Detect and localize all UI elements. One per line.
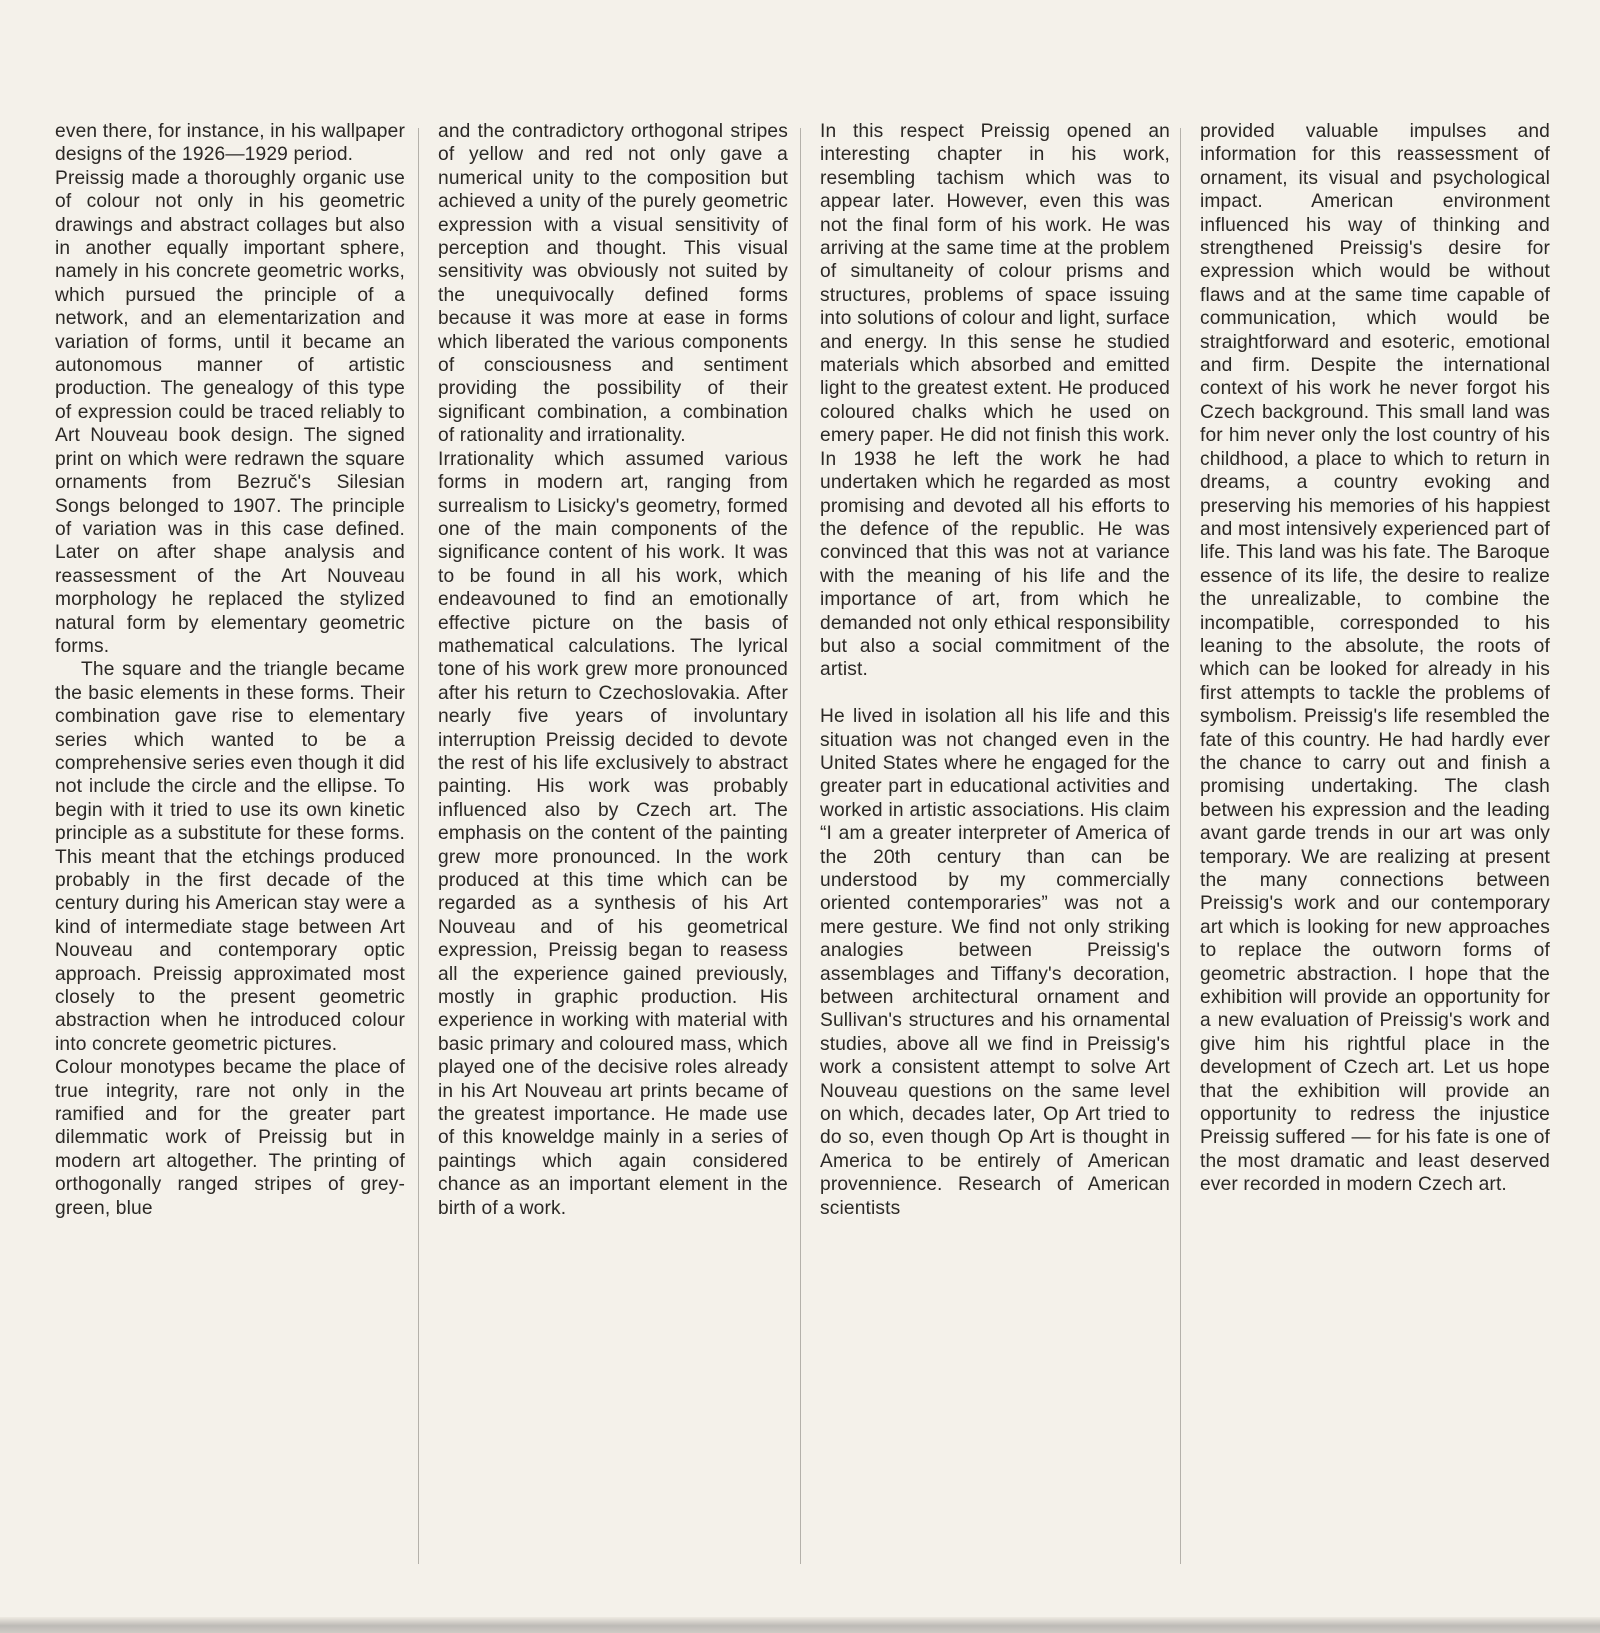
paragraph: even there, for instance, in his wallpaper designs of the 1926—1929 period. <box>55 121 405 166</box>
text-column-2 <box>438 120 788 1570</box>
text-column-3 <box>820 120 1170 1570</box>
paragraph: Preissig made a thoroughly organic use of colour not only in his geometric drawings and abstract collages but also in another equally important sphere, namely in his concrete geometric works, which pursued the principle of a network, and an elementarization and variation of forms, until it became an autonomous manner of artistic production. The genealogy of this type of expression could be traced reliably to Art Nouveau book design. The signed print on which were redrawn the square ornaments from Bezruč's Silesian Songs belonged to 1907. The principle of variation was in this case defined. Later on after shape analysis and reassessment of the Art Nouveau morphology he replaced the stylized natural form by elementary geometric forms. <box>55 167 405 657</box>
paragraph: The square and the triangle became the basic elements in these forms. Their combination gave rise to elementary series which wanted to be a comprehensive series even though it did not include the circle and the ellipse. To begin with it tried to use its own kinetic principle as a substitute for these forms. This meant that the etchings produced probably in the first decade of the century during his American stay were a kind of intermediate stage between Art Nouveau and contemporary optic approach. Preissig approximated most closely to the present geometric abstraction when he introduced colour into concrete geometric pictures. <box>55 659 405 1055</box>
text-column-1 <box>55 120 405 1570</box>
paragraph: and the contradictory orthogonal stripes of yellow and red not only gave a numerical unity to the composition but achieved a unity of the purely geometric expression with a visual sensitivity of perception and thought. This visual sensitivity was obviously not suited by the unequivocally defined forms because it was more at ease in forms which liberated the various components of consciousness and sentiment providing the possibility of their significant combination, a combination of rationality and irrationality. <box>438 121 788 447</box>
text-column-4 <box>1200 120 1550 1570</box>
paragraph: provided valuable impulses and information for this reassessment of ornament, its visual and psychological impact. American environment influenced his way of thinking and strengthened Preissig's desire for expression which would be without flaws and at the same time capable of communication, which would be straightforward and esoteric, emotional and firm. Despite the international context of his work he never forgot his Czech background. This small land was for him never only the lost country of his childhood, a place to which to return in dreams, a country evoking and preserving his memories of his happiest and most intensively experienced part of life. This land was his fate. The Baroque essence of its life, the desire to realize the unrealizable, to combine the incompatible, corresponded to his leaning to the absolute, the roots of which can be looked for already in his first attempts to tackle the problems of symbolism. Preissig's life resembled the fate of this country. He had hardly ever the chance to carry out and finish a promising undertaking. The clash between his expression and the leading avant garde trends in our art was only temporary. We are realizing at present the many connections between Preissig's work and our contemporary art which is looking for new approaches to replace the outworn forms of geometric abstraction. I hope that the exhibition will provide an opportunity for a new evaluation of Preissig's work and give him his rightful place in the development of Czech art. Let us hope that the exhibition will provide an opportunity to redress the injustice Preissig suffered — for his fate is one of the most dramatic and least deserved ever recorded in modern Czech art. <box>1200 121 1550 1196</box>
paragraph: Colour monotypes became the place of true integrity, rare not only in the ramified and for the greater part dilemmatic work of Preissig but in modern art altogether. The printing of orthogonally ranged stripes of grey-green, blue <box>55 1057 405 1219</box>
column-divider <box>1180 128 1181 1564</box>
paragraph: In this respect Preissig opened an interesting chapter in his work, resembling tachism which was to appear later. However, even this was not the final form of his work. He was arriving at the same time at the problem of simultaneity of colour prisms and structures, problems of space issuing into solutions of colour and light, surface and energy. In this sense he studied materials which absorbed and emitted light to the greatest extent. He produced coloured chalks which he used on emery paper. He did not finish this work. In 1938 he left the work he had undertaken which he regarded as most promising and devoted all his efforts to the defence of the republic. He was convinced that this was not at variance with the meaning of his life and the importance of art, from which he demanded not only ethical responsibility but also a social commitment of the artist. <box>820 121 1170 681</box>
paragraph: Irrationality which assumed various forms in modern art, ranging from surrealism to Lisicky's geometry, formed one of the main components of the significance content of his work. It was to be found in all his work, which endeavouned to find an emotionally effective picture on the basis of mathematical calculations. The lyrical tone of his work grew more pronounced after his return to Czechoslovakia. After nearly five years of involuntary interruption Preissig decided to devote the rest of his life exclusively to abstract painting. His work was probably influenced also by Czech art. The emphasis on the content of the painting grew more pronounced. In the work produced at this time which can be regarded as a synthesis of his Art Nouveau and of his geometrical expression, Preissig began to reasess all the experience gained previously, mostly in graphic production. His experience in working with material with basic primary and coloured mass, which played one of the decisive roles already in his Art Nouveau art prints became of the greatest importance. He made use of this knoweldge mainly in a series of paintings which again considered chance as an important element in the birth of a work. <box>438 448 788 1219</box>
paragraph: He lived in isolation all his life and this situation was not changed even in the United States where he engaged for the greater part in educational activities and worked in artistic associations. His claim “I am a greater interpreter of America of the 20th century than can be understood by my commercially oriented contemporaries” was not a mere gesture. We find not only striking analogies between Preissig's assemblages and Tiffany's decoration, between architectural ornament and Sullivan's structures and his ornamental studies, above all we find in Preissig's work a consistent attempt to solve Art Nouveau questions on the same level on which, decades later, Op Art tried to do so, even though Op Art is thought in America to be entirely of American provennience. Research of American scientists <box>820 706 1170 1219</box>
column-divider <box>800 128 801 1564</box>
page-bottom-edge <box>0 1617 1600 1633</box>
column-divider <box>418 128 419 1564</box>
